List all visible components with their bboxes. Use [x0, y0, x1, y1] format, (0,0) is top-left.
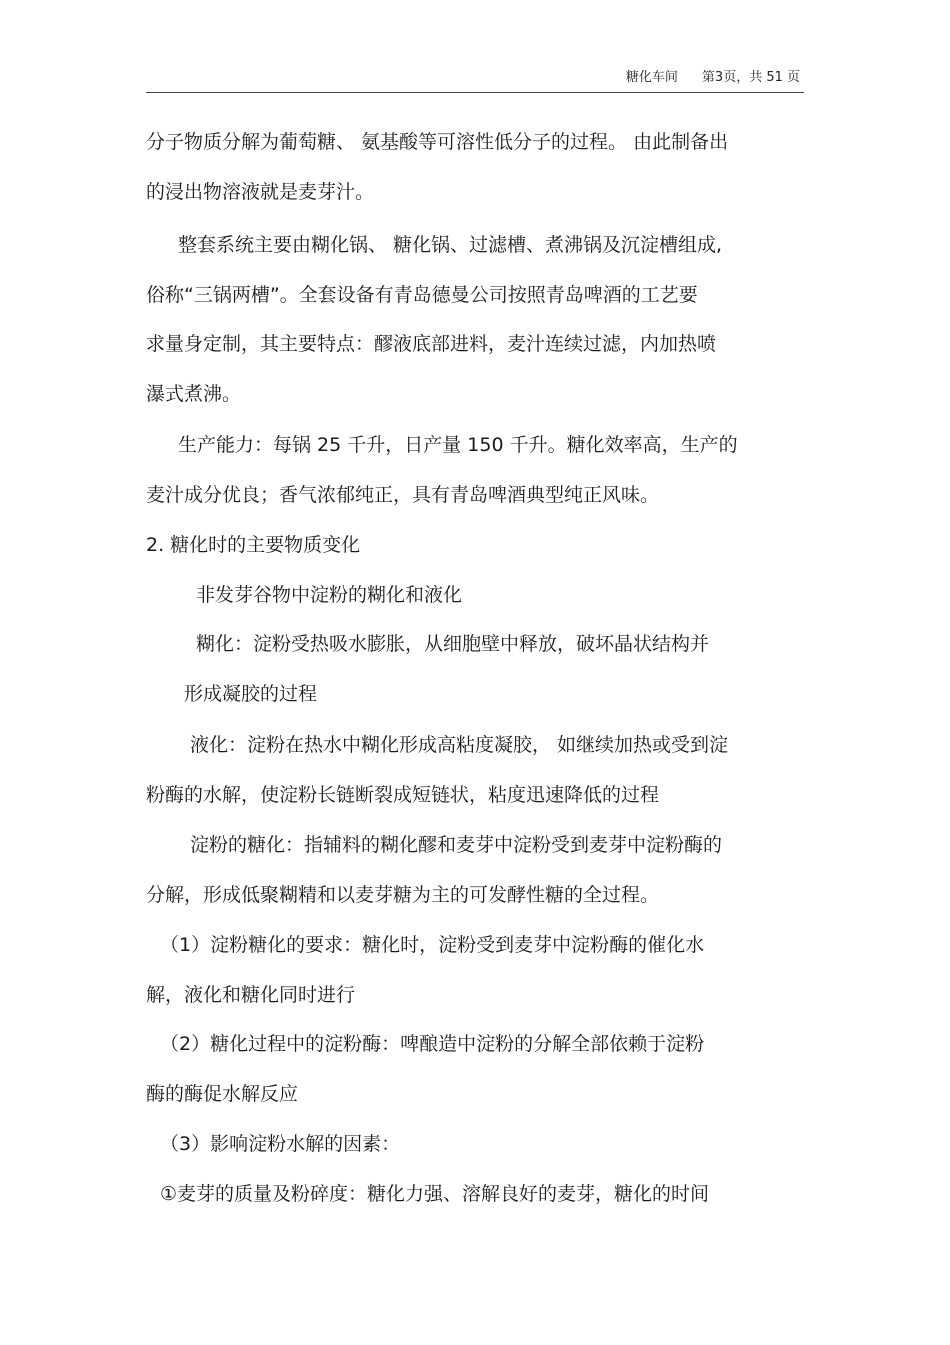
- text-line: 瀑式煮沸。: [146, 383, 242, 405]
- text-line: 淀粉的糖化：指辅料的糊化醪和麦芽中淀粉受到麦芽中淀粉酶的: [190, 834, 723, 856]
- text-line: 生产能力：每锅 25 千升，日产量 150 千升。糖化效率高，生产的: [178, 434, 738, 456]
- header-section-title: 糖化车间: [625, 70, 678, 85]
- text-line: 解，液化和糖化同时进行: [146, 984, 356, 1006]
- text-line: 糊化：淀粉受热吸水膨胀，从细胞壁中释放，破坏晶状结构并: [196, 633, 710, 655]
- list-item: （2）糖化过程中的淀粉酶：啤酿造中淀粉的分解全部依赖于淀粉: [160, 1033, 705, 1055]
- text-line: 液化：淀粉在热水中糊化形成高粘度凝胶， 如继续加热或受到淀: [190, 734, 729, 756]
- list-item: （1）淀粉糖化的要求：糖化时，淀粉受到麦芽中淀粉酶的催化水: [160, 934, 705, 956]
- text-line: 形成凝胶的过程: [184, 683, 318, 705]
- text-line: 分解，形成低聚糊精和以麦芽糖为主的可发酵性糖的全过程。: [146, 884, 660, 906]
- text-line: 整套系统主要由糊化锅、 糖化锅、过滤槽、煮沸锅及沉淀槽组成,: [178, 234, 723, 256]
- text-line: 麦汁成分优良；香气浓郁纯正，具有青岛啤酒典型纯正风味。: [146, 484, 660, 506]
- text-line: 的浸出物溶液就是麦芽汁。: [146, 181, 375, 203]
- section-heading: 2. 糖化时的主要物质变化: [146, 534, 361, 556]
- text-line: 粉酶的水解，使淀粉长链断裂成短链状，粘度迅速降低的过程: [146, 784, 660, 806]
- text-line: 求量身定制，其主要特点：醪液底部进料，麦汁连续过滤，内加热喷: [146, 333, 717, 355]
- page-header: [626, 66, 800, 85]
- text-line: 俗称“三锅两槽”。全套设备有青岛德曼公司按照青岛啤酒的工艺要: [146, 284, 698, 306]
- text-line: 酶的酶促水解反应: [146, 1083, 299, 1105]
- list-item: ①麦芽的质量及粉碎度：糖化力强、溶解良好的麦芽，糖化的时间: [160, 1183, 710, 1205]
- header-divider: [146, 92, 804, 93]
- text-line: 分子物质分解为葡萄糖、 氨基酸等可溶性低分子的过程。 由此制备出: [146, 131, 729, 153]
- header-page-info: 第3页，共 51 页: [701, 70, 800, 85]
- subsection-heading: 非发芽谷物中淀粉的糊化和液化: [196, 584, 463, 606]
- list-item: （3）影响淀粉水解的因素：: [160, 1133, 401, 1155]
